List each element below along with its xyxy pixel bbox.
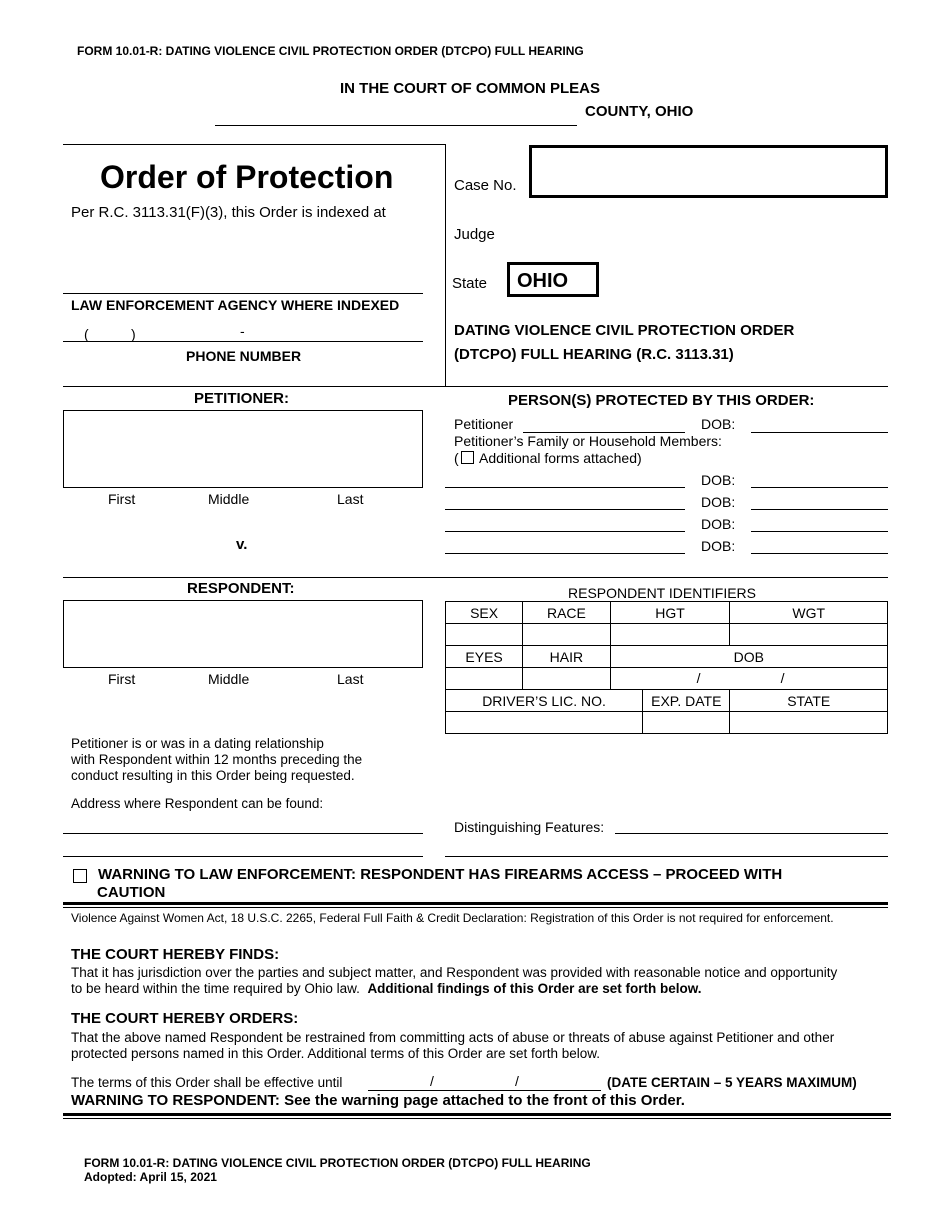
judge-label: Judge <box>454 226 495 243</box>
order-type-title-1: DATING VIOLENCE CIVIL PROTECTION ORDER <box>454 322 795 339</box>
versus-label: v. <box>236 536 248 553</box>
respondent-name-input[interactable] <box>63 600 423 668</box>
exp-date-value[interactable] <box>643 712 730 734</box>
effective-label: The terms of this Order shall be effective until <box>71 1075 343 1090</box>
effective-sep-2: / <box>515 1073 519 1089</box>
agency-input-line[interactable] <box>63 293 423 294</box>
finds-text-2a: to be heard within the time required by Ohio law. <box>71 981 360 996</box>
eyes-header: EYES <box>446 646 523 668</box>
state-value: OHIO <box>517 270 569 292</box>
protected-heading: PERSON(S) PROTECTED BY THIS ORDER: <box>508 392 815 409</box>
identifiers-table <box>445 601 888 734</box>
features-input-line-2[interactable] <box>445 856 888 857</box>
exp-date-header: EXP. DATE <box>643 690 730 712</box>
address-input-line-1[interactable] <box>63 833 423 834</box>
center-divider <box>445 144 446 387</box>
sex-value[interactable] <box>446 624 523 646</box>
license-value[interactable] <box>446 712 643 734</box>
phone-input-line[interactable] <box>63 341 423 342</box>
member-3-name-input[interactable] <box>445 531 685 532</box>
protected-petitioner-label: Petitioner <box>454 416 514 432</box>
member-3-dob-label: DOB: <box>701 516 736 532</box>
firearms-warning-checkbox[interactable] <box>73 869 87 883</box>
respondent-heading: RESPONDENT: <box>187 580 295 597</box>
court-name: IN THE COURT OF COMMON PLEAS <box>340 80 600 97</box>
state-box <box>507 262 599 297</box>
petitioner-heading: PETITIONER: <box>194 390 290 407</box>
address-input-line-2[interactable] <box>63 856 423 857</box>
member-2-name-input[interactable] <box>445 509 685 510</box>
member-4-dob-input[interactable] <box>751 553 888 554</box>
features-label: Distinguishing Features: <box>454 819 605 835</box>
member-4-dob-label: DOB: <box>701 538 736 554</box>
footer-line-1: FORM 10.01-R: DATING VIOLENCE CIVIL PROTECTION ORDER (DTCPO) FULL HEARING <box>84 1156 591 1170</box>
member-2-dob-input[interactable] <box>751 509 888 510</box>
thick-rule-2 <box>63 1113 891 1116</box>
hair-value[interactable] <box>523 668 610 690</box>
wgt-header: WGT <box>730 602 888 624</box>
indexed-text: Per R.C. 3113.31(F)(3), this Order is indexed at <box>71 204 386 221</box>
finds-text-2 <box>71 981 701 997</box>
wgt-value[interactable] <box>730 624 888 646</box>
eyes-value[interactable] <box>446 668 523 690</box>
phone-label: PHONE NUMBER <box>186 348 302 364</box>
respondent-last-label: Last <box>337 671 364 687</box>
form-header: FORM 10.01-R: DATING VIOLENCE CIVIL PROTECTION ORDER (DTCPO) FULL HEARING <box>77 44 584 58</box>
member-4-name-input[interactable] <box>445 553 685 554</box>
order-title: Order of Protection <box>100 159 394 195</box>
thin-rule-2 <box>63 1118 891 1119</box>
effective-sep-1: / <box>430 1073 434 1089</box>
sex-header: SEX <box>446 602 523 624</box>
section-rule-1 <box>63 386 888 387</box>
firearms-warning-line-2: CAUTION <box>97 884 166 901</box>
dob-value[interactable] <box>610 668 887 690</box>
race-header: RACE <box>523 602 610 624</box>
thick-rule-1 <box>63 902 888 905</box>
petitioner-last-label: Last <box>337 491 364 507</box>
hair-header: HAIR <box>523 646 610 668</box>
additional-forms-checkbox[interactable] <box>461 451 474 464</box>
hgt-value[interactable] <box>610 624 730 646</box>
effective-note: (DATE CERTAIN – 5 YEARS MAXIMUM) <box>607 1075 857 1090</box>
county-input-line[interactable] <box>215 125 577 126</box>
address-label: Address where Respondent can be found: <box>71 796 324 811</box>
effective-date-input[interactable] <box>368 1090 601 1091</box>
phone-open-paren: ( <box>84 326 89 342</box>
court-county: COUNTY, OHIO <box>585 103 694 120</box>
finds-text-2b: Additional findings of this Order are set forth below. <box>367 981 702 996</box>
dob-header: DOB <box>610 646 887 668</box>
protected-petitioner-dob-label: DOB: <box>701 416 736 432</box>
hgt-header: HGT <box>610 602 730 624</box>
orders-text-1: That the above named Respondent be restrained from committing acts of abuse or threats of abuse against Petitioner and other <box>71 1030 835 1045</box>
finds-text-1: That it has jurisdiction over the parties and subject matter, and Respondent was provided with reasonable notice and opportunity <box>71 965 838 980</box>
race-value[interactable] <box>523 624 610 646</box>
member-1-dob-label: DOB: <box>701 472 736 488</box>
case-label: Case No. <box>454 177 517 194</box>
phone-dash: - <box>240 323 245 339</box>
state-label: State <box>452 275 488 292</box>
member-3-dob-input[interactable] <box>751 531 888 532</box>
family-members-label: Petitioner’s Family or Household Members: <box>454 433 722 449</box>
thin-rule-1 <box>63 907 888 908</box>
firearms-warning-line-1: WARNING TO LAW ENFORCEMENT: RESPONDENT HAS FIREARMS ACCESS – PROCEED WITH <box>98 866 783 883</box>
features-input[interactable] <box>615 833 888 834</box>
top-rule-left <box>63 144 445 145</box>
agency-label: LAW ENFORCEMENT AGENCY WHERE INDEXED <box>71 297 400 313</box>
state-header: STATE <box>730 690 888 712</box>
member-1-name-input[interactable] <box>445 487 685 488</box>
section-rule-2 <box>63 577 888 578</box>
identifiers-heading: RESPONDENT IDENTIFIERS <box>568 585 756 601</box>
state-value-cell[interactable] <box>730 712 888 734</box>
orders-text-2: protected persons named in this Order. Additional terms of this Order are set forth below. <box>71 1046 601 1061</box>
order-type-title-2: (DTCPO) FULL HEARING (R.C. 3113.31) <box>454 346 734 363</box>
additional-forms-label: Additional forms attached) <box>479 450 642 466</box>
case-number-input[interactable] <box>529 145 888 198</box>
petitioner-first-label: First <box>108 491 136 507</box>
additional-open-paren: ( <box>454 450 459 466</box>
petitioner-name-input[interactable] <box>63 410 423 488</box>
license-header: DRIVER’S LIC. NO. <box>446 690 643 712</box>
relationship-text-3: conduct resulting in this Order being requested. <box>71 768 355 783</box>
respondent-first-label: First <box>108 671 136 687</box>
orders-heading: THE COURT HEREBY ORDERS: <box>71 1010 299 1027</box>
phone-close-paren: ) <box>131 326 136 342</box>
dob-sep-2: / <box>780 670 785 686</box>
finds-heading: THE COURT HEREBY FINDS: <box>71 946 280 963</box>
protected-petitioner-dob-input[interactable] <box>751 432 888 433</box>
dob-sep-1: / <box>696 670 701 686</box>
petitioner-middle-label: Middle <box>208 491 250 507</box>
respondent-warning: WARNING TO RESPONDENT: See the warning page attached to the front of this Order. <box>71 1092 685 1109</box>
vawa-text: Violence Against Women Act, 18 U.S.C. 2265, Federal Full Faith & Credit Declaration: Registration of this Order is not required for enforcement. <box>71 911 834 925</box>
footer-line-2: Adopted: April 15, 2021 <box>84 1170 217 1184</box>
member-1-dob-input[interactable] <box>751 487 888 488</box>
relationship-text-1: Petitioner is or was in a dating relationship <box>71 736 324 751</box>
member-2-dob-label: DOB: <box>701 494 736 510</box>
respondent-middle-label: Middle <box>208 671 250 687</box>
relationship-text-2: with Respondent within 12 months preceding the <box>71 752 363 767</box>
